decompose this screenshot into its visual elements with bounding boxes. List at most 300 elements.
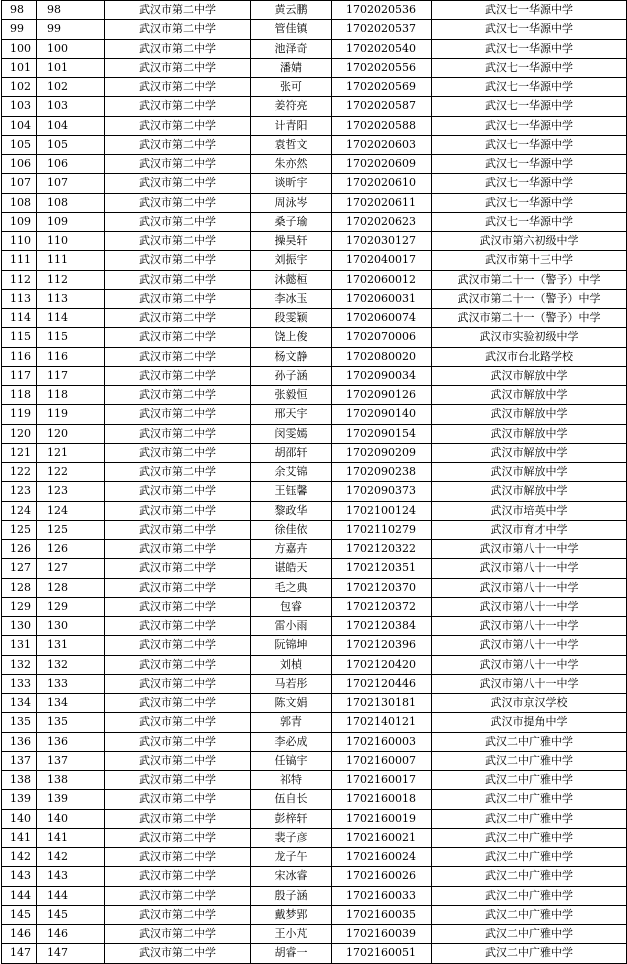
student-name-cell: 桑子瑜	[251, 212, 332, 231]
school-cell: 武汉市第二中学	[105, 20, 251, 39]
table-row	[2, 578, 627, 597]
school-cell: 武汉市第二中学	[105, 347, 251, 366]
sequence-cell: 141	[37, 828, 105, 847]
sequence-cell: 98	[37, 1, 105, 20]
middle-school-cell: 武汉二中广雅中学	[432, 790, 627, 809]
student-id-cell: 1702160039	[332, 925, 432, 944]
middle-school-cell: 武汉市培英中学	[432, 501, 627, 520]
table-row	[2, 1, 627, 20]
student-id-cell: 1702160026	[332, 867, 432, 886]
student-id-cell: 1702140121	[332, 713, 432, 732]
school-cell: 武汉市第二中学	[105, 424, 251, 443]
sequence-cell: 135	[37, 713, 105, 732]
middle-school-cell: 武汉市第八十一中学	[432, 636, 627, 655]
table-row	[2, 174, 627, 193]
table-row	[2, 116, 627, 135]
school-cell: 武汉市第二中学	[105, 559, 251, 578]
student-name-cell: 管佳镇	[251, 20, 332, 39]
student-name-cell: 马若彤	[251, 674, 332, 693]
table-row	[2, 597, 627, 616]
row-number-cell: 137	[2, 751, 37, 770]
student-id-cell: 1702020536	[332, 1, 432, 20]
school-cell: 武汉市第二中学	[105, 1, 251, 20]
student-id-cell: 1702090238	[332, 463, 432, 482]
middle-school-cell: 武汉市第八十一中学	[432, 655, 627, 674]
row-number-cell: 115	[2, 328, 37, 347]
sequence-cell: 108	[37, 193, 105, 212]
student-name-cell: 黄云鹏	[251, 1, 332, 20]
row-number-cell: 140	[2, 809, 37, 828]
student-name-cell: 杨文静	[251, 347, 332, 366]
student-id-cell: 1702160021	[332, 828, 432, 847]
table-row	[2, 405, 627, 424]
sequence-cell: 122	[37, 463, 105, 482]
school-cell: 武汉市第二中学	[105, 174, 251, 193]
student-id-cell: 1702060031	[332, 289, 432, 308]
row-number-cell: 127	[2, 559, 37, 578]
sequence-cell: 118	[37, 386, 105, 405]
middle-school-cell: 武汉市第十三中学	[432, 251, 627, 270]
table-row	[2, 193, 627, 212]
sequence-cell: 102	[37, 78, 105, 97]
sequence-cell: 100	[37, 39, 105, 58]
table-row	[2, 636, 627, 655]
row-number-cell: 119	[2, 405, 37, 424]
school-cell: 武汉市第二中学	[105, 905, 251, 924]
row-number-cell: 118	[2, 386, 37, 405]
student-name-cell: 段雯颖	[251, 309, 332, 328]
middle-school-cell: 武汉市解放中学	[432, 463, 627, 482]
middle-school-cell: 武汉二中广雅中学	[432, 751, 627, 770]
middle-school-cell: 武汉市京汉学校	[432, 694, 627, 713]
row-number-cell: 107	[2, 174, 37, 193]
row-number-cell: 100	[2, 39, 37, 58]
sequence-cell: 103	[37, 97, 105, 116]
table-row	[2, 39, 627, 58]
middle-school-cell: 武汉市解放中学	[432, 482, 627, 501]
school-cell: 武汉市第二中学	[105, 155, 251, 174]
table-row	[2, 848, 627, 867]
table-row	[2, 482, 627, 501]
student-name-cell: 雷小雨	[251, 617, 332, 636]
row-number-cell: 102	[2, 78, 37, 97]
sequence-cell: 127	[37, 559, 105, 578]
middle-school-cell: 武汉七一华源中学	[432, 193, 627, 212]
row-number-cell: 142	[2, 848, 37, 867]
student-id-cell: 1702130181	[332, 694, 432, 713]
sequence-cell: 134	[37, 694, 105, 713]
school-cell: 武汉市第二中学	[105, 944, 251, 963]
student-name-cell: 郭青	[251, 713, 332, 732]
table-row	[2, 520, 627, 539]
student-name-cell: 李必成	[251, 732, 332, 751]
student-name-cell: 王钰馨	[251, 482, 332, 501]
school-cell: 武汉市第二中学	[105, 809, 251, 828]
row-number-cell: 116	[2, 347, 37, 366]
row-number-cell: 129	[2, 597, 37, 616]
sequence-cell: 113	[37, 289, 105, 308]
school-cell: 武汉市第二中学	[105, 193, 251, 212]
middle-school-cell: 武汉二中广雅中学	[432, 848, 627, 867]
table-row	[2, 559, 627, 578]
student-name-cell: 方嘉卉	[251, 540, 332, 559]
middle-school-cell: 武汉市解放中学	[432, 424, 627, 443]
student-id-cell: 1702110279	[332, 520, 432, 539]
student-id-cell: 1702020611	[332, 193, 432, 212]
student-id-cell: 1702020610	[332, 174, 432, 193]
row-number-cell: 144	[2, 886, 37, 905]
row-number-cell: 130	[2, 617, 37, 636]
sequence-cell: 110	[37, 232, 105, 251]
student-name-cell: 张毅恒	[251, 386, 332, 405]
row-number-cell: 123	[2, 482, 37, 501]
sequence-cell: 120	[37, 424, 105, 443]
table-row	[2, 751, 627, 770]
school-cell: 武汉市第二中学	[105, 694, 251, 713]
sequence-cell: 123	[37, 482, 105, 501]
sequence-cell: 126	[37, 540, 105, 559]
school-cell: 武汉市第二中学	[105, 886, 251, 905]
student-id-cell: 1702020587	[332, 97, 432, 116]
student-id-cell: 1702160007	[332, 751, 432, 770]
school-cell: 武汉市第二中学	[105, 713, 251, 732]
table-row	[2, 655, 627, 674]
school-cell: 武汉市第二中学	[105, 328, 251, 347]
table-row	[2, 135, 627, 154]
row-number-cell: 110	[2, 232, 37, 251]
row-number-cell: 103	[2, 97, 37, 116]
row-number-cell: 131	[2, 636, 37, 655]
table-body	[2, 1, 627, 964]
student-id-cell: 1702020609	[332, 155, 432, 174]
student-name-cell: 刘振宇	[251, 251, 332, 270]
middle-school-cell: 武汉市提角中学	[432, 713, 627, 732]
table-row	[2, 347, 627, 366]
school-cell: 武汉市第二中学	[105, 674, 251, 693]
student-name-cell: 刘楨	[251, 655, 332, 674]
student-id-cell: 1702020537	[332, 20, 432, 39]
middle-school-cell: 武汉市第二十一（警予）中学	[432, 309, 627, 328]
sequence-cell: 99	[37, 20, 105, 39]
middle-school-cell: 武汉七一华源中学	[432, 97, 627, 116]
student-name-cell: 祁特	[251, 771, 332, 790]
middle-school-cell: 武汉二中广雅中学	[432, 828, 627, 847]
student-name-cell: 张可	[251, 78, 332, 97]
student-name-cell: 彭梓轩	[251, 809, 332, 828]
student-id-cell: 1702020623	[332, 212, 432, 231]
student-id-cell: 1702090126	[332, 386, 432, 405]
sequence-cell: 139	[37, 790, 105, 809]
student-id-cell: 1702080020	[332, 347, 432, 366]
student-name-cell: 殷子涵	[251, 886, 332, 905]
middle-school-cell: 武汉市第六初级中学	[432, 232, 627, 251]
student-name-cell: 胡睿一	[251, 944, 332, 963]
middle-school-cell: 武汉市台北路学校	[432, 347, 627, 366]
middle-school-cell: 武汉七一华源中学	[432, 116, 627, 135]
row-number-cell: 105	[2, 135, 37, 154]
table-row	[2, 270, 627, 289]
middle-school-cell: 武汉二中广雅中学	[432, 867, 627, 886]
sequence-cell: 111	[37, 251, 105, 270]
table-row	[2, 463, 627, 482]
student-name-cell: 潘婧	[251, 58, 332, 77]
school-cell: 武汉市第二中学	[105, 597, 251, 616]
student-name-cell: 裴子彦	[251, 828, 332, 847]
school-cell: 武汉市第二中学	[105, 270, 251, 289]
middle-school-cell: 武汉市解放中学	[432, 386, 627, 405]
student-name-cell: 朱亦然	[251, 155, 332, 174]
row-number-cell: 138	[2, 771, 37, 790]
sequence-cell: 140	[37, 809, 105, 828]
table-row	[2, 886, 627, 905]
middle-school-cell: 武汉七一华源中学	[432, 78, 627, 97]
middle-school-cell: 武汉市第八十一中学	[432, 597, 627, 616]
sequence-cell: 132	[37, 655, 105, 674]
table-row	[2, 501, 627, 520]
student-name-cell: 谌皓天	[251, 559, 332, 578]
row-number-cell: 124	[2, 501, 37, 520]
student-id-cell: 1702160051	[332, 944, 432, 963]
middle-school-cell: 武汉七一华源中学	[432, 1, 627, 20]
middle-school-cell: 武汉市第八十一中学	[432, 674, 627, 693]
student-name-cell: 袁哲文	[251, 135, 332, 154]
sequence-cell: 142	[37, 848, 105, 867]
student-name-cell: 闵雯嫣	[251, 424, 332, 443]
school-cell: 武汉市第二中学	[105, 39, 251, 58]
student-name-cell: 姜符亮	[251, 97, 332, 116]
row-number-cell: 114	[2, 309, 37, 328]
row-number-cell: 117	[2, 366, 37, 385]
sequence-cell: 114	[37, 309, 105, 328]
school-cell: 武汉市第二中学	[105, 617, 251, 636]
table-row	[2, 905, 627, 924]
school-cell: 武汉市第二中学	[105, 828, 251, 847]
school-cell: 武汉市第二中学	[105, 463, 251, 482]
student-name-cell: 操昊轩	[251, 232, 332, 251]
middle-school-cell: 武汉二中广雅中学	[432, 809, 627, 828]
middle-school-cell: 武汉七一华源中学	[432, 20, 627, 39]
table-row	[2, 251, 627, 270]
sequence-cell: 124	[37, 501, 105, 520]
middle-school-cell: 武汉七一华源中学	[432, 58, 627, 77]
student-name-cell: 徐佳依	[251, 520, 332, 539]
student-id-cell: 1702030127	[332, 232, 432, 251]
school-cell: 武汉市第二中学	[105, 443, 251, 462]
school-cell: 武汉市第二中学	[105, 771, 251, 790]
student-name-cell: 孙子涵	[251, 366, 332, 385]
middle-school-cell: 武汉市解放中学	[432, 443, 627, 462]
student-id-cell: 1702160033	[332, 886, 432, 905]
middle-school-cell: 武汉七一华源中学	[432, 39, 627, 58]
sequence-cell: 130	[37, 617, 105, 636]
table-row	[2, 309, 627, 328]
sequence-cell: 131	[37, 636, 105, 655]
middle-school-cell: 武汉二中广雅中学	[432, 925, 627, 944]
school-cell: 武汉市第二中学	[105, 309, 251, 328]
row-number-cell: 109	[2, 212, 37, 231]
row-number-cell: 141	[2, 828, 37, 847]
student-name-cell: 周泳岑	[251, 193, 332, 212]
student-id-cell: 1702060012	[332, 270, 432, 289]
sequence-cell: 109	[37, 212, 105, 231]
school-cell: 武汉市第二中学	[105, 636, 251, 655]
row-number-cell: 147	[2, 944, 37, 963]
table-row	[2, 674, 627, 693]
student-id-cell: 1702020588	[332, 116, 432, 135]
school-cell: 武汉市第二中学	[105, 867, 251, 886]
sequence-cell: 101	[37, 58, 105, 77]
sequence-cell: 146	[37, 925, 105, 944]
student-name-cell: 计青阳	[251, 116, 332, 135]
student-id-cell: 1702160003	[332, 732, 432, 751]
student-id-cell: 1702060074	[332, 309, 432, 328]
table-row	[2, 155, 627, 174]
student-id-cell: 1702120370	[332, 578, 432, 597]
middle-school-cell: 武汉二中广雅中学	[432, 771, 627, 790]
school-cell: 武汉市第二中学	[105, 790, 251, 809]
middle-school-cell: 武汉市第八十一中学	[432, 578, 627, 597]
middle-school-cell: 武汉七一华源中学	[432, 174, 627, 193]
sequence-cell: 115	[37, 328, 105, 347]
middle-school-cell: 武汉市第八十一中学	[432, 559, 627, 578]
student-id-cell: 1702120446	[332, 674, 432, 693]
table-row	[2, 443, 627, 462]
sequence-cell: 107	[37, 174, 105, 193]
middle-school-cell: 武汉市第八十一中学	[432, 617, 627, 636]
student-name-cell: 毛之典	[251, 578, 332, 597]
sequence-cell: 106	[37, 155, 105, 174]
sequence-cell: 125	[37, 520, 105, 539]
student-name-cell: 胡邵轩	[251, 443, 332, 462]
student-id-cell: 1702160017	[332, 771, 432, 790]
row-number-cell: 120	[2, 424, 37, 443]
student-name-cell: 任镐宇	[251, 751, 332, 770]
row-number-cell: 106	[2, 155, 37, 174]
row-number-cell: 143	[2, 867, 37, 886]
row-number-cell: 133	[2, 674, 37, 693]
middle-school-cell: 武汉七一华源中学	[432, 135, 627, 154]
school-cell: 武汉市第二中学	[105, 501, 251, 520]
row-number-cell: 125	[2, 520, 37, 539]
middle-school-cell: 武汉二中广雅中学	[432, 732, 627, 751]
student-id-cell: 1702120384	[332, 617, 432, 636]
sequence-cell: 105	[37, 135, 105, 154]
school-cell: 武汉市第二中学	[105, 97, 251, 116]
middle-school-cell: 武汉市第八十一中学	[432, 540, 627, 559]
sequence-cell: 133	[37, 674, 105, 693]
table-row	[2, 828, 627, 847]
sequence-cell: 104	[37, 116, 105, 135]
student-id-cell: 1702160024	[332, 848, 432, 867]
student-id-cell: 1702070006	[332, 328, 432, 347]
table-row	[2, 809, 627, 828]
sequence-cell: 121	[37, 443, 105, 462]
school-cell: 武汉市第二中学	[105, 482, 251, 501]
school-cell: 武汉市第二中学	[105, 386, 251, 405]
row-number-cell: 134	[2, 694, 37, 713]
middle-school-cell: 武汉市第二十一（警予）中学	[432, 270, 627, 289]
school-cell: 武汉市第二中学	[105, 540, 251, 559]
student-name-cell: 谈昕宇	[251, 174, 332, 193]
row-number-cell: 98	[2, 1, 37, 20]
student-name-cell: 黎政华	[251, 501, 332, 520]
row-number-cell: 121	[2, 443, 37, 462]
middle-school-cell: 武汉七一华源中学	[432, 212, 627, 231]
school-cell: 武汉市第二中学	[105, 925, 251, 944]
school-cell: 武汉市第二中学	[105, 232, 251, 251]
table-row	[2, 771, 627, 790]
school-cell: 武汉市第二中学	[105, 212, 251, 231]
school-cell: 武汉市第二中学	[105, 655, 251, 674]
student-name-cell: 戴梦郢	[251, 905, 332, 924]
table-row	[2, 97, 627, 116]
student-id-cell: 1702040017	[332, 251, 432, 270]
table-row	[2, 78, 627, 97]
school-cell: 武汉市第二中学	[105, 366, 251, 385]
school-cell: 武汉市第二中学	[105, 751, 251, 770]
student-id-cell: 1702120351	[332, 559, 432, 578]
student-name-cell: 余艾锦	[251, 463, 332, 482]
table-row	[2, 328, 627, 347]
table-row	[2, 232, 627, 251]
sequence-cell: 136	[37, 732, 105, 751]
row-number-cell: 104	[2, 116, 37, 135]
sequence-cell: 137	[37, 751, 105, 770]
row-number-cell: 126	[2, 540, 37, 559]
school-cell: 武汉市第二中学	[105, 732, 251, 751]
student-name-cell: 宋冰睿	[251, 867, 332, 886]
middle-school-cell: 武汉市第二十一（警予）中学	[432, 289, 627, 308]
student-name-cell: 龙子午	[251, 848, 332, 867]
table-row	[2, 944, 627, 963]
student-id-cell: 1702090154	[332, 424, 432, 443]
row-number-cell: 99	[2, 20, 37, 39]
table-row	[2, 540, 627, 559]
student-id-cell: 1702100124	[332, 501, 432, 520]
row-number-cell: 108	[2, 193, 37, 212]
table-row	[2, 20, 627, 39]
table-row	[2, 386, 627, 405]
row-number-cell: 139	[2, 790, 37, 809]
table-row	[2, 617, 627, 636]
row-number-cell: 132	[2, 655, 37, 674]
row-number-cell: 113	[2, 289, 37, 308]
school-cell: 武汉市第二中学	[105, 251, 251, 270]
school-cell: 武汉市第二中学	[105, 520, 251, 539]
student-id-cell: 1702120420	[332, 655, 432, 674]
table-row	[2, 58, 627, 77]
table-row	[2, 366, 627, 385]
student-id-cell: 1702020540	[332, 39, 432, 58]
student-id-cell: 1702090140	[332, 405, 432, 424]
sequence-cell: 116	[37, 347, 105, 366]
row-number-cell: 128	[2, 578, 37, 597]
student-id-cell: 1702160018	[332, 790, 432, 809]
student-name-cell: 邢天宇	[251, 405, 332, 424]
sequence-cell: 129	[37, 597, 105, 616]
table-row	[2, 925, 627, 944]
sequence-cell: 117	[37, 366, 105, 385]
student-name-cell: 伍自长	[251, 790, 332, 809]
school-cell: 武汉市第二中学	[105, 405, 251, 424]
student-name-cell: 饶上俊	[251, 328, 332, 347]
admission-list-table	[1, 0, 627, 964]
student-name-cell: 陈文娟	[251, 694, 332, 713]
row-number-cell: 111	[2, 251, 37, 270]
middle-school-cell: 武汉二中广雅中学	[432, 886, 627, 905]
student-name-cell: 阮锦坤	[251, 636, 332, 655]
sequence-cell: 112	[37, 270, 105, 289]
